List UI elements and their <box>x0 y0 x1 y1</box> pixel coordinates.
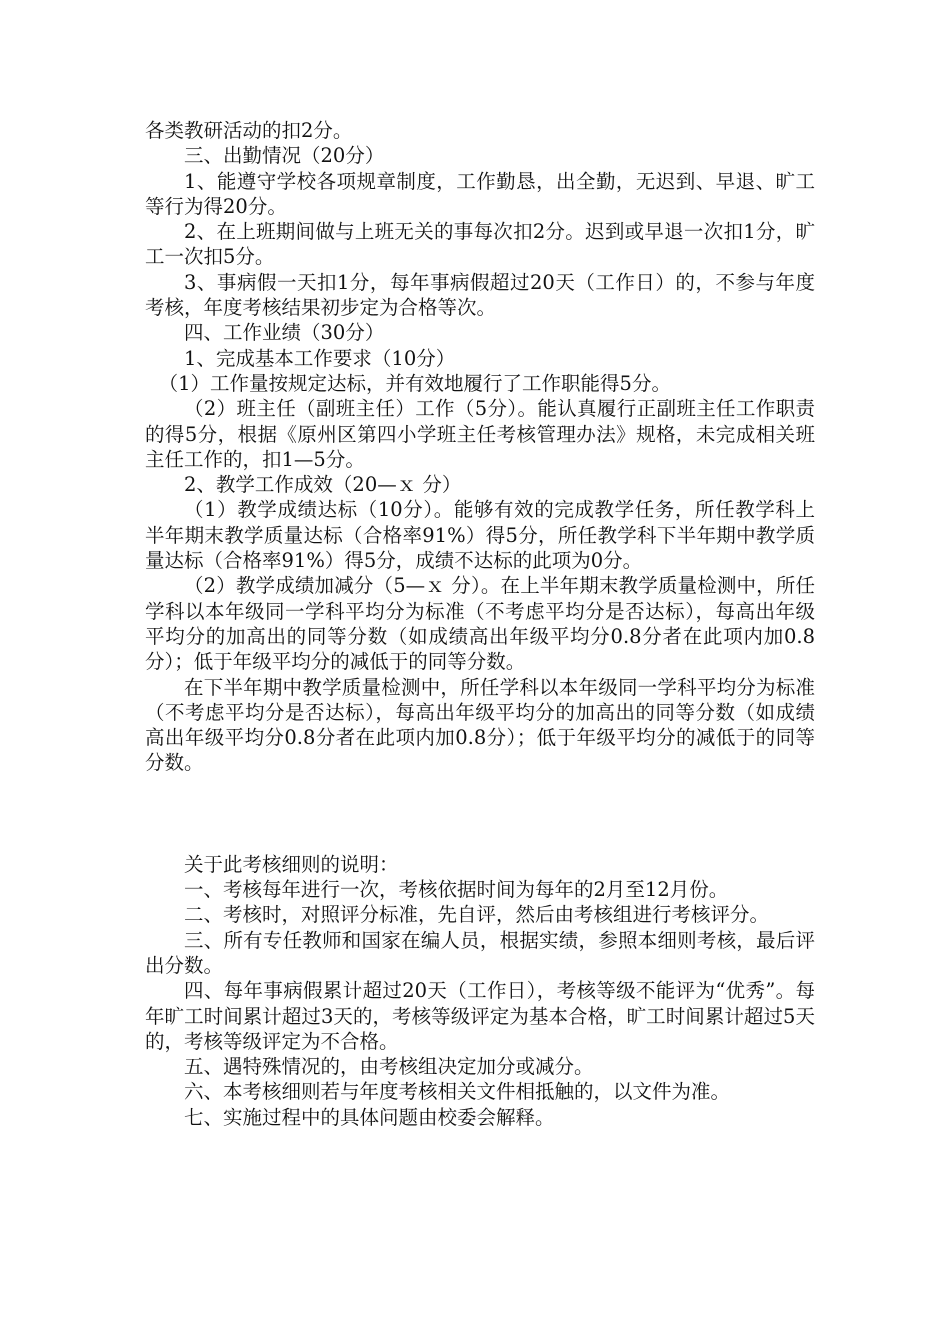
document-body <box>145 118 815 1130</box>
paragraph: 二、考核时，对照评分标准，先自评，然后由考核组进行考核评分。 <box>184 903 770 927</box>
rules-explanation-section <box>145 852 815 1130</box>
paragraph: 在下半年期中教学质量检测中，所任学科以本年级同一学科平均分为标准（不考虑平均分是否达标），每高出年级平均分的加高出的同等分数（如成绩高出年级平均分0.8分者在此项内加0.8分）；低于年级平均分的减低于的同等分数。 <box>145 675 815 775</box>
paragraph: 三、所有专任教师和国家在编人员，根据实绩，参照本细则考核，最后评出分数。 <box>145 928 815 977</box>
paragraph: 四、工作业绩（30分） <box>184 321 385 345</box>
paragraph: 1、完成基本工作要求（10分） <box>184 346 456 370</box>
paragraph: （1）工作量按规定达标，并有效地履行了工作职能得5分。 <box>158 371 671 395</box>
paragraph: （1）教学成绩达标（10分）。能够有效的完成教学任务，所任教学科上半年期末教学质量达标（合格率91%）得5分，所任教学科下半年期中教学质量达标（合格率91%）得5分，成绩不达标的此项为0分。 <box>145 498 815 573</box>
paragraph: 六、本考核细则若与年度考核相关文件相抵触的，以文件为准。 <box>184 1080 731 1104</box>
paragraph: 关于此考核细则的说明： <box>184 852 399 876</box>
paragraph: 各类教研活动的扣2分。 <box>145 119 353 142</box>
paragraph: 2、在上班期间做与上班无关的事每次扣2分。迟到或早退一次扣1分，旷工一次扣5分。 <box>145 220 815 269</box>
paragraph: 五、遇特殊情况的，由考核组决定加分或减分。 <box>184 1055 594 1079</box>
paragraph: 四、每年事病假累计超过20天（工作日），考核等级不能评为“优秀”。每年旷工时间累计超过3天的，考核等级评定为基本合格，旷工时间累计超过5天的，考核等级评定为不合格。 <box>145 979 815 1053</box>
paragraph: 七、实施过程中的具体问题由校委会解释。 <box>184 1105 555 1129</box>
paragraph: 三、出勤情况（20分） <box>184 144 385 168</box>
paragraph: 1、能遵守学校各项规章制度，工作勤恳，出全勤，无迟到、早退、旷工等行为得20分。 <box>145 169 815 218</box>
paragraph: （2）教学成绩加减分（5—ｘ 分）。在上半年期末教学质量检测中，所任学科以本年级同一学科平均分为标准（不考虑平均分是否达标），每高出年级平均分的加高出的同等分数（如成绩高出年级平均分0.8分者在此项内加0.8分）；低于年级平均分的减低于的同等分数。 <box>145 574 815 674</box>
paragraph: 2、教学工作成效（20—ｘ 分） <box>184 473 462 497</box>
assessment-rules-section <box>145 118 815 776</box>
paragraph: （2）班主任（副班主任）工作（5分）。能认真履行正副班主任工作职责的得5分，根据《原州区第四小学班主任考核管理办法》规格，未完成相关班主任工作的，扣1—5分。 <box>145 397 815 471</box>
section-gap <box>145 776 815 852</box>
paragraph: 3、事病假一天扣1分，每年事病假超过20天（工作日）的，不参与年度考核，年度考核结果初步定为合格等次。 <box>145 270 815 320</box>
paragraph: 一、考核每年进行一次，考核依据时间为每年的2月至12月份。 <box>184 878 729 902</box>
